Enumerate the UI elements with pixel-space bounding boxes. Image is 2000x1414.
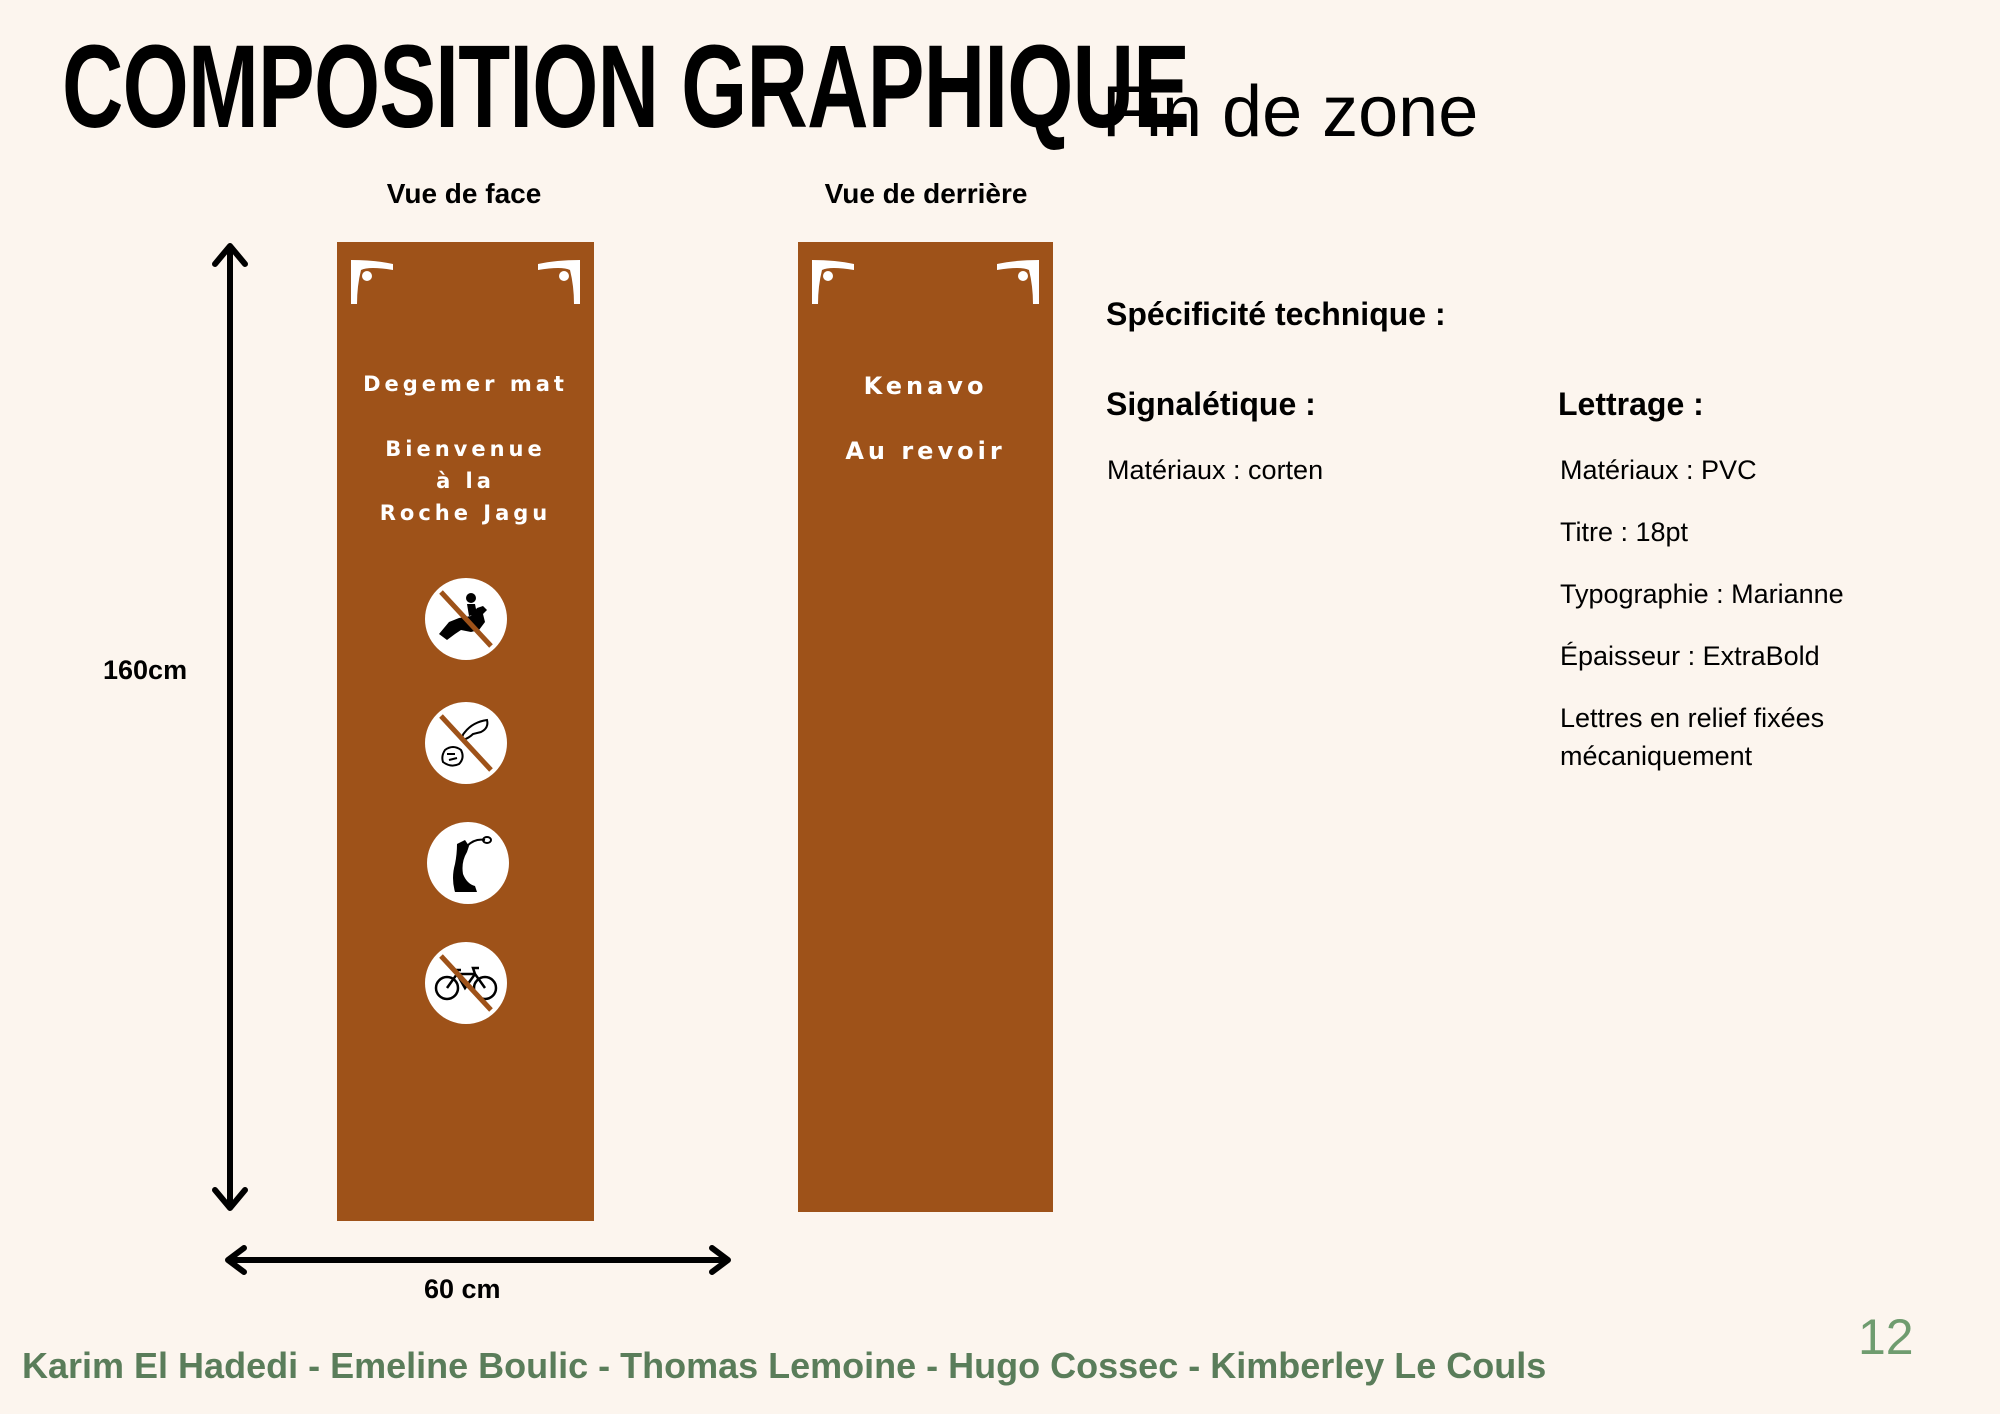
- lettrage-heading: Lettrage :: [1558, 386, 1704, 422]
- corner-ornament-left-icon: [808, 256, 858, 308]
- dog-on-leash-icon: [427, 822, 509, 904]
- no-bicycle-icon: [425, 942, 507, 1024]
- width-arrow: [222, 1242, 734, 1278]
- front-welcome-line-1: Bienvenue: [385, 437, 546, 461]
- lettrage-item: Épaisseur : ExtraBold: [1560, 641, 1820, 671]
- width-label: 60 cm: [424, 1274, 501, 1304]
- height-arrow: [205, 240, 255, 1216]
- signaletique-heading: Signalétique :: [1106, 386, 1316, 422]
- lettrage-item: Matériaux : PVC: [1560, 455, 1757, 485]
- page-number: 12: [1858, 1309, 1914, 1365]
- front-welcome-line-2: à la: [436, 469, 495, 493]
- back-view-label: Vue de derrière: [824, 178, 1028, 209]
- no-horse-riding-icon: [425, 578, 507, 660]
- lettrage-item: Titre : 18pt: [1560, 517, 1689, 547]
- front-welcome-line-3: Roche Jagu: [379, 501, 552, 525]
- signaletique-item: Matériaux : corten: [1107, 455, 1324, 485]
- height-label: 160cm: [103, 655, 188, 685]
- corner-ornament-right-icon: [993, 256, 1043, 308]
- footer-authors: Karim El Hadedi - Emeline Boulic - Thomas Lemoine - Hugo Cossec - Kimberley Le Couls: [22, 1345, 1547, 1386]
- front-view-label: Vue de face: [386, 178, 542, 209]
- page-subtitle: Fin de zone: [1102, 72, 1479, 152]
- no-feeding-wildlife-icon: [425, 702, 507, 784]
- back-line-1: Kenavo: [863, 372, 988, 400]
- corner-ornament-right-icon: [534, 256, 584, 308]
- corner-ornament-left-icon: [347, 256, 397, 308]
- back-line-2: Au revoir: [845, 437, 1006, 465]
- back-panel: [798, 242, 1053, 1212]
- specs-heading: Spécificité technique :: [1106, 296, 1446, 332]
- lettrage-item: Typographie : Marianne: [1560, 579, 1844, 609]
- front-greeting: Degemer mat: [363, 372, 568, 396]
- page-title: COMPOSITION GRAPHIQUE: [62, 21, 1190, 153]
- front-panel: [337, 242, 594, 1221]
- lettrage-item: Lettres en relief fixées mécaniquement: [1560, 703, 1825, 771]
